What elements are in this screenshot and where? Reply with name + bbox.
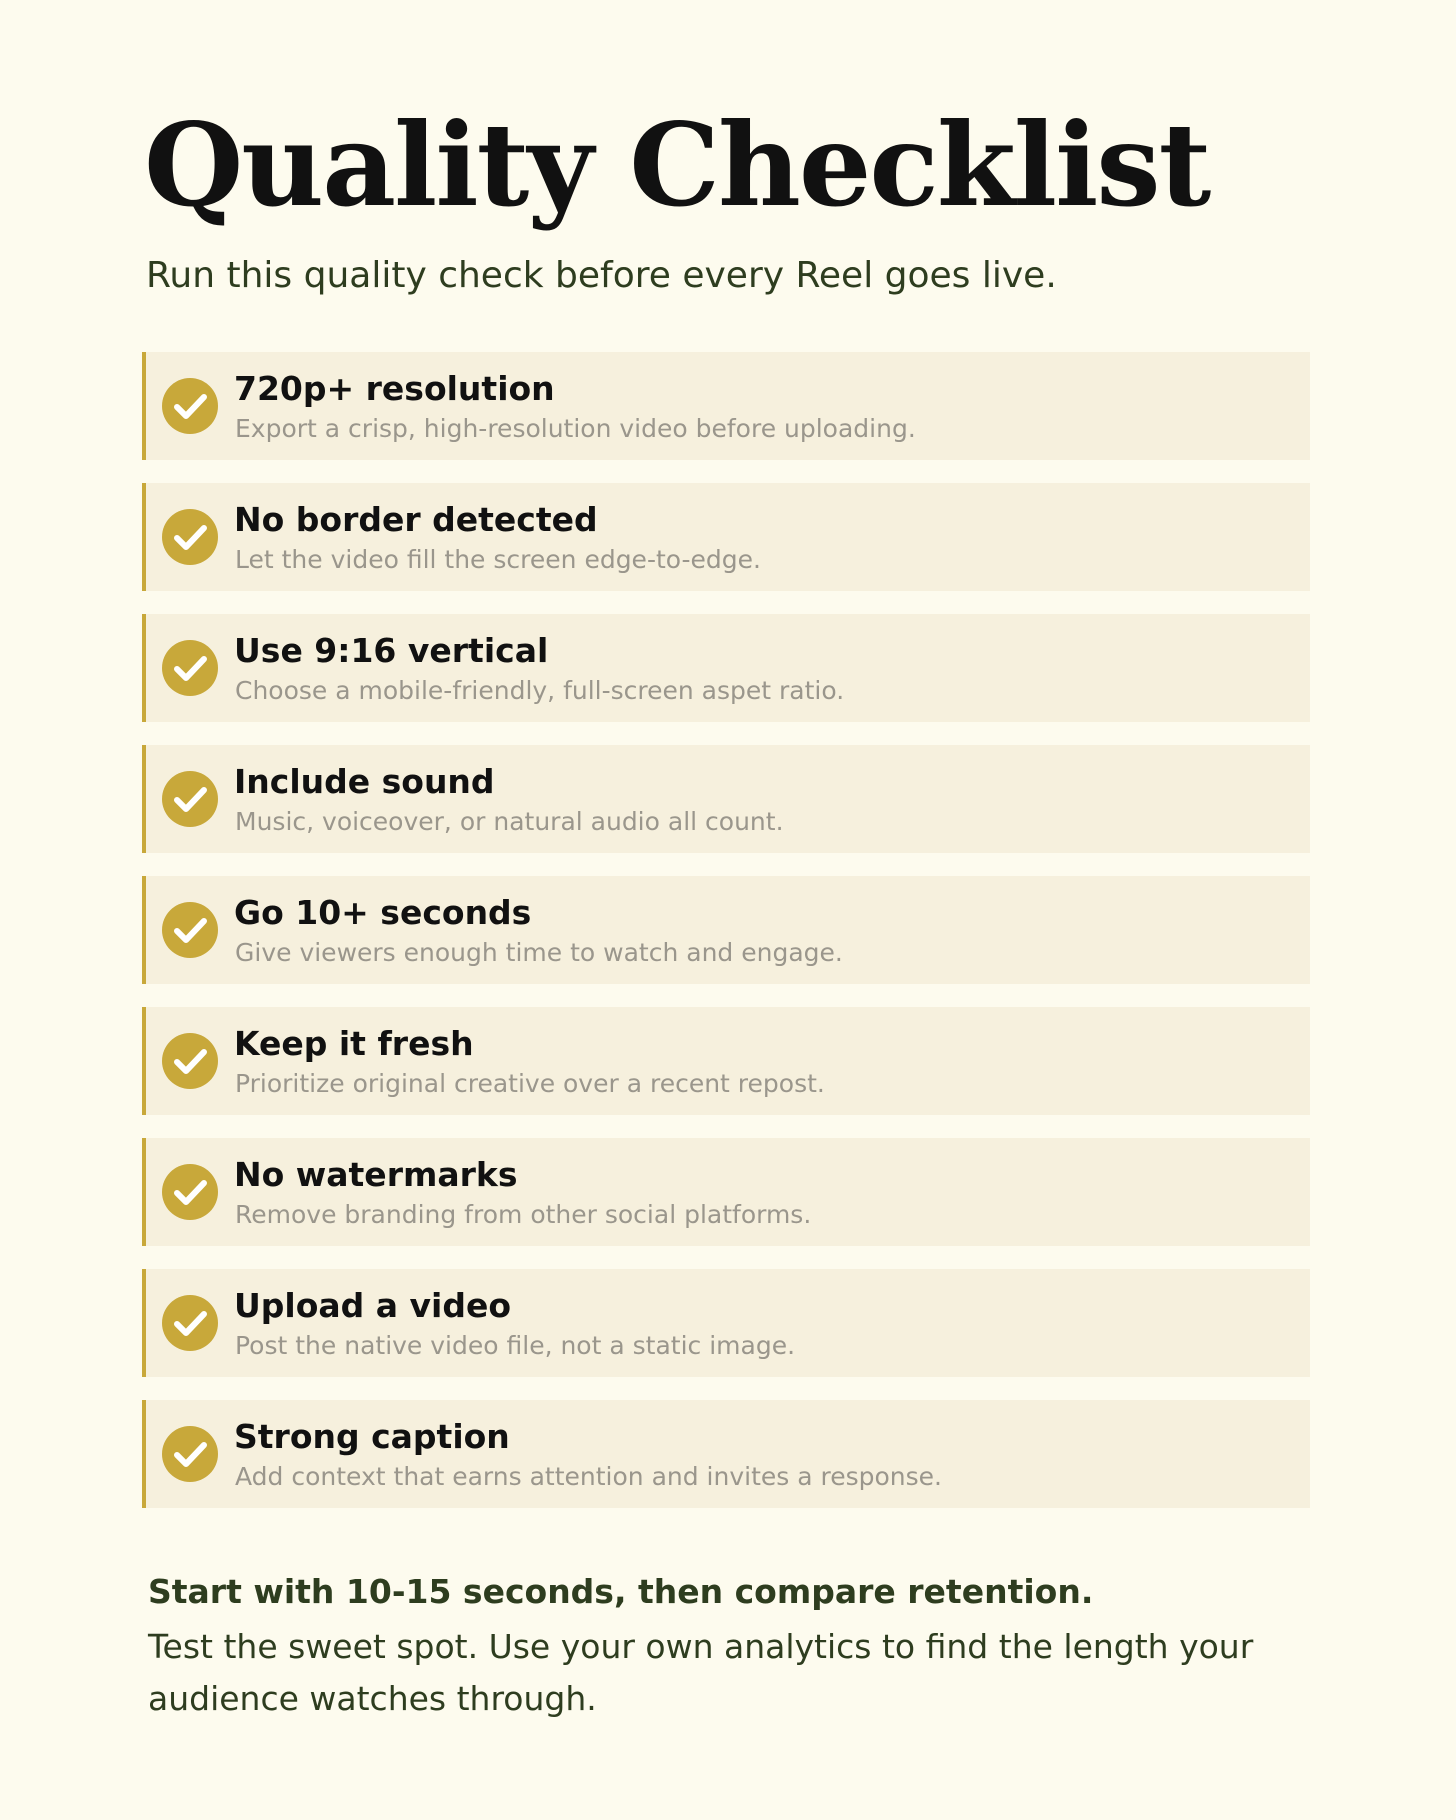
check-circle-icon bbox=[162, 509, 218, 565]
checklist-item bbox=[142, 876, 1310, 984]
checklist-item-title: Upload a video bbox=[234, 1286, 512, 1325]
checklist-item-title: Use 9:16 vertical bbox=[234, 631, 549, 670]
checklist-item-title: 720p+ resolution bbox=[234, 369, 555, 408]
checklist-item-description: Add context that earns attention and invites a response. bbox=[235, 1462, 943, 1491]
footer-note bbox=[148, 1570, 1308, 1726]
footer-title: Start with 10-15 seconds, then compare retention. bbox=[148, 1572, 1094, 1611]
checklist-item bbox=[142, 1269, 1310, 1377]
check-circle-icon bbox=[162, 1164, 218, 1220]
checklist-item-description: Post the native video file, not a static image. bbox=[235, 1331, 796, 1360]
check-circle-icon bbox=[162, 771, 218, 827]
checklist-item-title: No border detected bbox=[234, 500, 598, 539]
check-circle-icon bbox=[162, 902, 218, 958]
checklist-item-title: Go 10+ seconds bbox=[234, 893, 532, 932]
checklist-item-title: Strong caption bbox=[234, 1417, 510, 1456]
checklist-item bbox=[142, 1007, 1310, 1115]
checklist bbox=[142, 352, 1310, 1531]
checklist-item bbox=[142, 1400, 1310, 1508]
checklist-item-description: Remove branding from other social platforms. bbox=[235, 1200, 812, 1229]
check-circle-icon bbox=[162, 1426, 218, 1482]
check-circle-icon bbox=[162, 1033, 218, 1089]
checklist-item-title: Keep it fresh bbox=[234, 1024, 474, 1063]
page-subtitle: Run this quality check before every Reel goes live. bbox=[146, 255, 1057, 296]
checklist-item bbox=[142, 1138, 1310, 1246]
checklist-item bbox=[142, 352, 1310, 460]
page-title: Quality Checklist bbox=[144, 98, 1210, 232]
checklist-item-description: Let the video fill the screen edge-to-edge. bbox=[235, 545, 761, 574]
checklist-item bbox=[142, 483, 1310, 591]
checklist-item-description: Music, voiceover, or natural audio all count. bbox=[235, 807, 784, 836]
checklist-item-description: Prioritize original creative over a recent repost. bbox=[235, 1069, 825, 1098]
checklist-item-title: Include sound bbox=[234, 762, 495, 801]
check-circle-icon bbox=[162, 640, 218, 696]
checklist-item-description: Export a crisp, high-resolution video before uploading. bbox=[235, 414, 916, 443]
checklist-item bbox=[142, 745, 1310, 853]
check-circle-icon bbox=[162, 378, 218, 434]
checklist-item bbox=[142, 614, 1310, 722]
checklist-item-description: Choose a mobile-friendly, full-screen aspet ratio. bbox=[235, 676, 845, 705]
checklist-item-description: Give viewers enough time to watch and engage. bbox=[235, 938, 843, 967]
check-circle-icon bbox=[162, 1295, 218, 1351]
footer-body: Test the sweet spot. Use your own analytics to find the length your audience watches through. bbox=[148, 1626, 1254, 1719]
checklist-item-title: No watermarks bbox=[234, 1155, 518, 1194]
